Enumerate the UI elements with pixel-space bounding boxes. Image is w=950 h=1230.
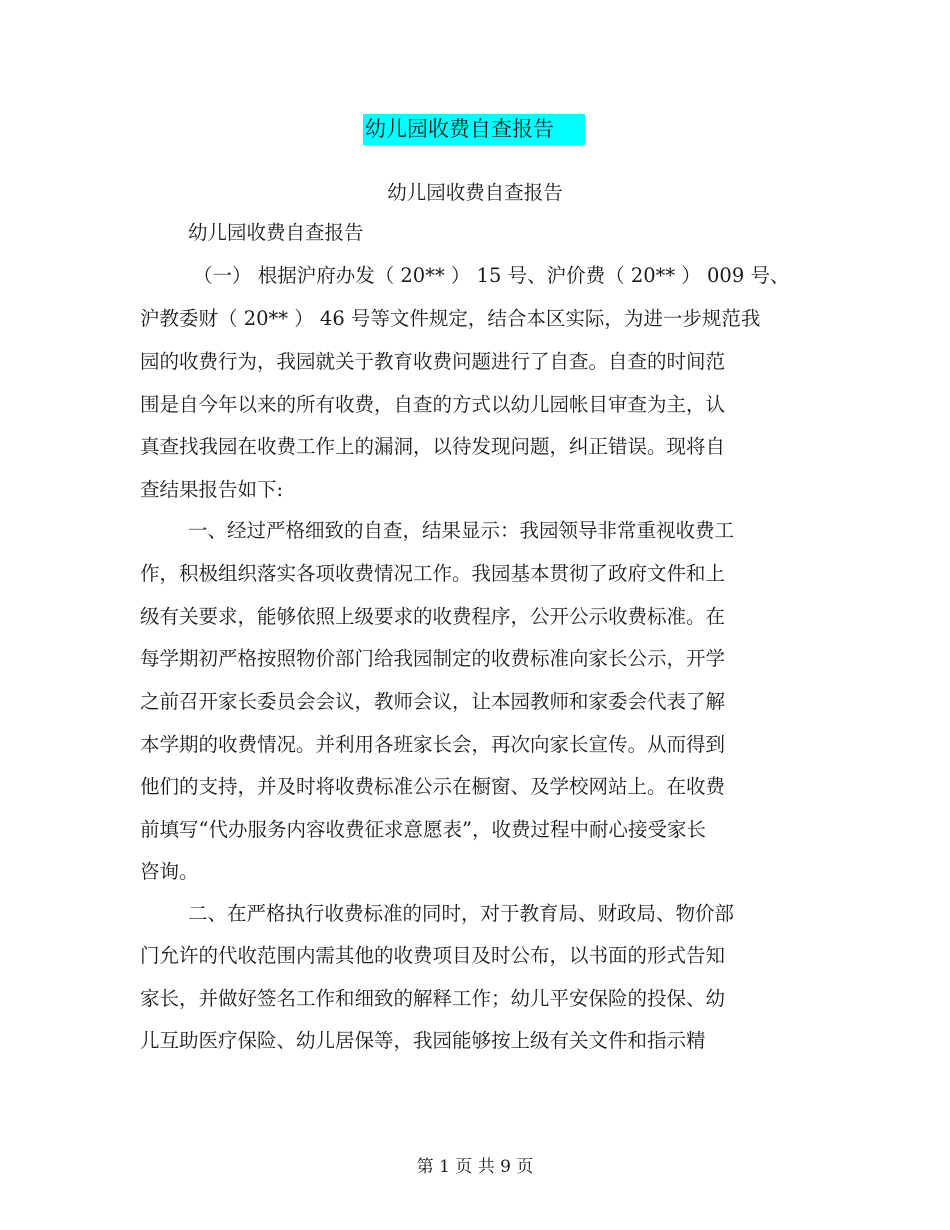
page-number-footer: 第 1 页 共 9 页 — [416, 1157, 534, 1177]
text-line: 沪教委财（ 20** ） 46 号等文件规定，结合本区实际，为进一步规范我 — [140, 307, 761, 330]
text-line: 二、在严格执行收费标准的同时，对于教育局、财政局、物价部 — [188, 902, 735, 925]
text-line: 之前召开家长委员会会议，教师会议，让本园教师和家委会代表了解 — [140, 690, 726, 713]
text-line: 前填写“代办服务内容收费征求意愿表”，收费过程中耐心接受家长 — [140, 818, 706, 841]
text-line: 每学期初严格按照物价部门给我园制定的收费标准向家长公示，开学 — [140, 647, 726, 670]
text-line: 儿互助医疗保险、幼儿居保等，我园能够按上级有关文件和指示精 — [140, 1029, 706, 1052]
highlighted-title: 幼儿园收费自查报告 — [363, 114, 585, 145]
text-line: 本学期的收费情况。并利用各班家长会，再次向家长宣传。从而得到 — [140, 733, 726, 756]
text-line: 围是自今年以来的所有收费，自查的方式以幼儿园帐目审查为主，认 — [140, 393, 726, 416]
text-line: 门允许的代收范围内需其他的收费项目及时公布，以书面的形式告知 — [140, 944, 726, 967]
text-line: 一、经过严格细致的自查，结果显示：我园领导非常重视收费工 — [188, 519, 735, 542]
text-line: 级有关要求，能够依照上级要求的收费程序，公开公示收费标准。在 — [140, 605, 726, 628]
centered-title: 幼儿园收费自查报告 — [387, 181, 563, 204]
text-line: 咨询。 — [140, 860, 199, 883]
text-line: 家长，并做好签名工作和细致的解释工作；幼儿平安保险的投保、幼 — [140, 987, 726, 1010]
text-line: 作，积极组织落实各项收费情况工作。我园基本贯彻了政府文件和上 — [140, 562, 726, 585]
text-line: 他们的支持，并及时将收费标准公示在橱窗、及学校网站上。在收费 — [140, 775, 726, 798]
text-line: 真查找我园在收费工作上的漏洞，以待发现问题，纠正错误。现将自 — [140, 435, 726, 458]
text-line: 幼儿园收费自查报告 — [188, 221, 364, 244]
text-line: 园的收费行为，我园就关于教育收费问题进行了自查。自查的时间范 — [140, 350, 726, 373]
text-line: （一） 根据沪府办发（ 20** ） 15 号、沪价费（ 20** ） 009 号、 — [193, 264, 790, 287]
text-line: 查结果报告如下: — [140, 478, 284, 501]
